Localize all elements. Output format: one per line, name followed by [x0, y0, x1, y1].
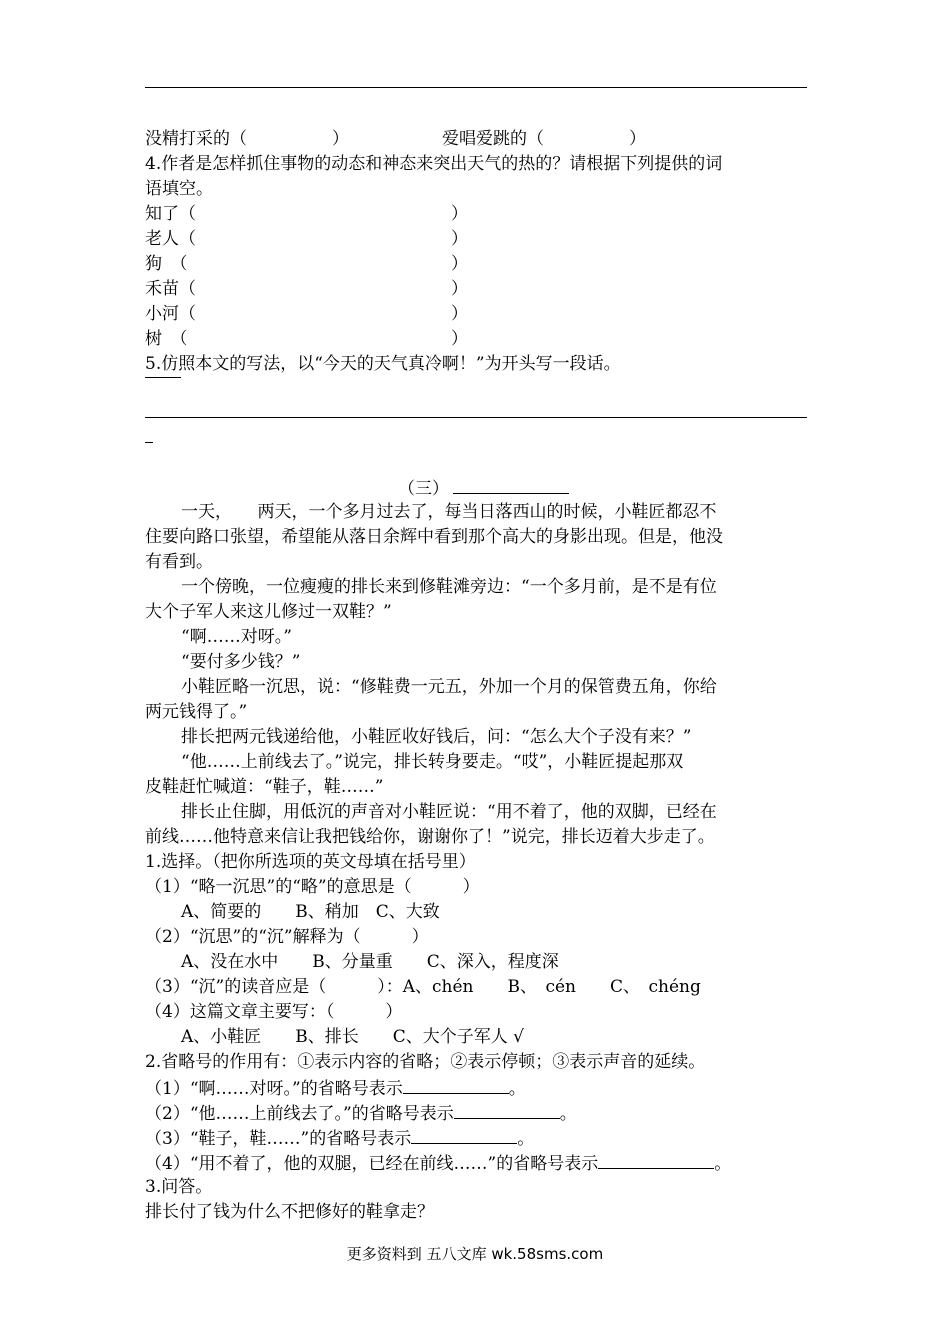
q3-item-a: 没精打采的（ ）	[145, 129, 349, 149]
q5-answer-start-line	[145, 377, 181, 378]
passage-line: “要付多少钱？”	[181, 652, 301, 672]
passage-line: 小鞋匠略一沉思，说：“修鞋费一元五，外加一个月的保管费五角，你给	[181, 677, 717, 697]
fill-row-close: ）	[451, 204, 468, 224]
question-1: 1.选择。（把你所选项的英文母填在括号里）	[145, 852, 476, 872]
q5-answer-line-tail	[145, 442, 153, 443]
question-2-3	[145, 1125, 534, 1152]
passage-line: 一天， 两天，一个多月过去了，每当日落西山的时候，小鞋匠都忍不	[181, 502, 717, 522]
question-2: 2.省略号的作用有：①表示内容的省略；②表示停顿；③表示声音的延续。	[145, 1052, 706, 1072]
fill-row-label: 知了（	[145, 204, 196, 224]
passage-line: “他……上前线去了。”说完，排长转身要走。“哎”，小鞋匠提起那双	[181, 752, 684, 772]
question-2-2-text: （2）“他……上前线去了。”的省略号表示	[145, 1104, 454, 1124]
fill-row-label: 树 （	[145, 329, 188, 349]
passage-line: 皮鞋赶忙喊道：“鞋子，鞋……”	[145, 777, 384, 797]
fill-row-close: ）	[451, 254, 468, 274]
question-1-4: （4）这篇文章主要写：（ ）	[145, 1002, 403, 1022]
q4-prompt-line2: 语填空。	[145, 179, 213, 199]
answer-blank[interactable]	[411, 1125, 517, 1144]
question-1-3: （3）“沉”的读音应是（ ）：A、chén B、 cén C、 chéng	[145, 977, 701, 997]
question-2-4-text: （4）“用不着了，他的双腿，已经在前线……”的省略号表示	[145, 1154, 599, 1174]
passage-line: 大个子军人来这儿修过一双鞋？”	[145, 602, 392, 622]
question-3: 3.问答。	[145, 1177, 213, 1197]
section-title-blank	[453, 475, 569, 494]
passage-line: 住要向路口张望，希望能从落日余辉中看到那个高大的身影出现。但是，他没	[145, 527, 723, 547]
answer-blank[interactable]	[454, 1100, 560, 1119]
fill-row-label: 狗 （	[145, 254, 188, 274]
fill-row-close: ）	[451, 229, 468, 249]
fill-row-label: 禾苗（	[145, 279, 196, 299]
question-1-1: （1）“略一沉思”的“略”的意思是（ ）	[145, 877, 480, 897]
passage-line: 排长把两元钱递给他，小鞋匠收好钱后，问：“怎么大个子没有来？”	[181, 727, 692, 747]
passage-line: 两元钱得了。”	[145, 702, 248, 722]
question-2-1-text: （1）“啊……对呀。”的省略号表示	[145, 1079, 403, 1099]
passage-line: 有看到。	[145, 552, 213, 572]
question-1-2: （2）“沉思”的“沉”解释为（ ）	[145, 927, 429, 947]
fill-row-close: ）	[451, 329, 468, 349]
fill-row-label: 老人（	[145, 229, 196, 249]
question-2-3-text: （3）“鞋子，鞋……”的省略号表示	[145, 1129, 412, 1149]
section-title	[398, 475, 569, 502]
question-2-1	[145, 1075, 526, 1102]
passage-line: 一个傍晚，一位瘦瘦的排长来到修鞋滩旁边：“一个多月前，是不是有位	[181, 577, 717, 597]
question-3-ask: 排长付了钱为什么不把修好的鞋拿走？	[145, 1202, 434, 1222]
question-2-2	[145, 1100, 577, 1127]
footer-watermark: 更多资料到 五八文库 wk.58sms.com	[346, 1245, 604, 1263]
fill-row-close: ）	[451, 279, 468, 299]
answer-blank[interactable]	[403, 1075, 509, 1094]
passage-line: “啊……对呀。”	[181, 627, 292, 647]
question-2-4	[145, 1150, 731, 1177]
passage-line: 前线……他特意来信让我把钱给你，谢谢你了！”说完，排长迈着大步走了。	[145, 827, 715, 847]
passage-line: 排长止住脚，用低沉的声音对小鞋匠说：“用不着了，他的双脚，已经在	[181, 802, 717, 822]
answer-blank[interactable]	[598, 1150, 714, 1169]
fill-row-close: ）	[451, 304, 468, 324]
q3-item-b: 爱唱爱跳的（ ）	[442, 129, 646, 149]
blank-period: 。	[714, 1154, 732, 1174]
fill-row-label: 小河（	[145, 304, 196, 324]
q4-prompt-line1: 4.作者是怎样抓住事物的动态和神态来突出天气的热的？请根据下列提供的词	[145, 154, 723, 174]
section-number: （三）	[398, 479, 449, 499]
q5-answer-line	[145, 417, 807, 418]
q5-prompt: 5.仿照本文的写法，以“今天的天气真冷啊！”为开头写一段话。	[145, 354, 621, 374]
blank-period: 。	[517, 1129, 535, 1149]
question-1-1-options: A、简要的 B、稍加 C、大致	[181, 902, 440, 922]
question-1-2-options: A、没在水中 B、分量重 C、深入，程度深	[181, 952, 559, 972]
top-rule	[145, 87, 807, 88]
blank-period: 。	[508, 1079, 526, 1099]
blank-period: 。	[559, 1104, 577, 1124]
question-1-4-options: A、小鞋匠 B、排长 C、大个子军人 √	[181, 1027, 525, 1047]
